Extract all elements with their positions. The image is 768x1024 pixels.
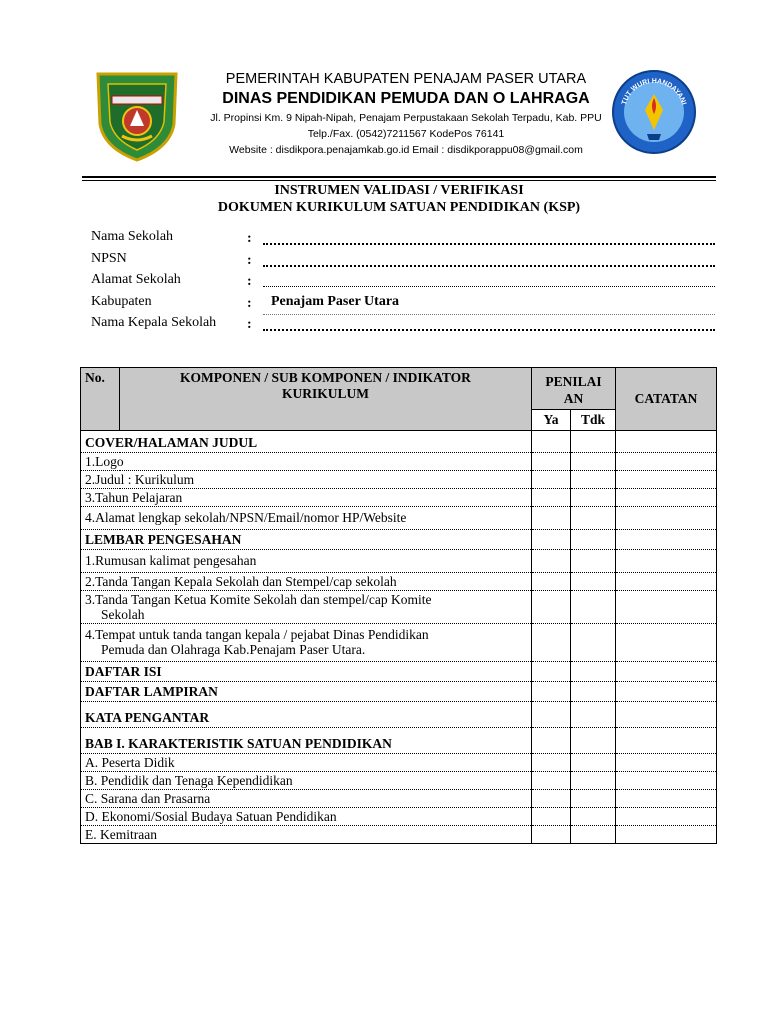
indicator-line: 4.Tempat untuk tanda tangan kepala / pejabat Dinas Pendidikan [85, 627, 429, 642]
indicator-line: 2.Tanda Tangan Kepala Sekolah dan Stempel/cap sekolah [85, 574, 397, 589]
header-rule-thin [82, 180, 716, 181]
indicator-text [81, 808, 532, 826]
header-tdk: Tdk [571, 410, 616, 431]
section-heading-text: KATA PENGANTAR [85, 710, 210, 725]
table-row [81, 550, 717, 573]
field-label: Nama Kepala Sekolah [91, 315, 217, 330]
document-title [82, 182, 716, 216]
section-heading [81, 728, 532, 754]
field-fill-line[interactable] [263, 286, 715, 287]
field-kabupaten [91, 294, 721, 316]
field-colon: : [247, 231, 252, 246]
table-row [81, 489, 717, 507]
validation-table [80, 367, 717, 844]
header-no: No. [81, 368, 120, 431]
indicator-line: C. Sarana dan Prasarna [85, 791, 211, 806]
field-label: Alamat Sekolah [91, 272, 181, 287]
table-row [81, 507, 717, 530]
section-heading [81, 530, 532, 550]
table-row [81, 591, 717, 624]
header-penilaian-line-2: AN [563, 391, 584, 406]
section-heading-text: COVER/HALAMAN JUDUL [85, 435, 258, 450]
header-ya: Ya [532, 410, 571, 431]
catatan-cell[interactable] [616, 702, 717, 728]
tdk-cell[interactable] [571, 591, 616, 624]
indicator-text [81, 772, 532, 790]
indicator-line: 1.Rumusan kalimat pengesahan [85, 553, 257, 568]
ya-cell[interactable] [532, 728, 571, 754]
field-fill-line[interactable] [263, 243, 715, 245]
header-komponen-line-1: KOMPONEN / SUB KOMPONEN / INDIKATOR [180, 370, 471, 385]
field-fill-line[interactable] [263, 329, 715, 331]
field-alamat-sekolah [91, 272, 721, 294]
ya-cell[interactable] [532, 772, 571, 790]
ya-cell[interactable] [532, 507, 571, 530]
office-web-email: Website : disdikpora.penajamkab.go.id Email : disdikporappu08@gmail.com [229, 144, 583, 156]
document-title-line-1: INSTRUMEN VALIDASI / VERIFIKASI [274, 183, 524, 198]
indicator-line: Pemuda dan Olahraga Kab.Penajam Paser Utara. [101, 642, 366, 657]
tdk-cell[interactable] [571, 662, 616, 682]
catatan-cell[interactable] [616, 573, 717, 591]
tdk-cell[interactable] [571, 573, 616, 591]
table-section-row [81, 662, 717, 682]
table-row [81, 808, 717, 826]
field-npsn [91, 251, 721, 273]
header-catatan: CATATAN [616, 368, 717, 431]
tdk-cell[interactable] [571, 790, 616, 808]
catatan-cell[interactable] [616, 682, 717, 702]
tdk-cell[interactable] [571, 772, 616, 790]
indicator-text [81, 573, 532, 591]
catatan-cell[interactable] [616, 808, 717, 826]
field-label: NPSN [91, 250, 127, 266]
table-row [81, 772, 717, 790]
tdk-cell[interactable] [571, 507, 616, 530]
catatan-cell[interactable] [616, 790, 717, 808]
indicator-line: E. Kemitraan [85, 827, 157, 842]
ya-cell[interactable] [532, 790, 571, 808]
section-heading-text: DAFTAR LAMPIRAN [85, 684, 218, 699]
tdk-cell[interactable] [571, 530, 616, 550]
catatan-cell[interactable] [616, 550, 717, 573]
header-penilaian-line-1: PENILAI [545, 374, 602, 389]
catatan-cell[interactable] [616, 507, 717, 530]
indicator-text [81, 826, 532, 844]
table-row [81, 826, 717, 844]
ya-cell[interactable] [532, 808, 571, 826]
ya-cell[interactable] [532, 431, 571, 453]
header-penilaian [532, 368, 616, 410]
table-section-row [81, 431, 717, 453]
field-fill-line[interactable] [263, 265, 715, 267]
office-address: Jl. Propinsi Km. 9 Nipah-Nipah, Penajam Perpustakaan Sekolah Terpadu, Kab. PPU [210, 112, 602, 124]
catatan-cell[interactable] [616, 471, 717, 489]
field-colon: : [247, 252, 252, 268]
table-row [81, 624, 717, 662]
field-colon: : [247, 317, 252, 332]
indicator-line: B. Pendidik dan Tenaga Kependidikan [85, 773, 293, 788]
indicator-line: D. Ekonomi/Sosial Budaya Satuan Pendidikan [85, 809, 337, 824]
indicator-line: 4.Alamat lengkap sekolah/NPSN/Email/nomor HP/Website [85, 510, 407, 525]
ya-cell[interactable] [532, 591, 571, 624]
catatan-cell[interactable] [616, 826, 717, 844]
office-phone: Telp./Fax. (0542)7211567 KodePos 76141 [307, 128, 505, 140]
table-body [81, 431, 717, 844]
indicator-line: 1.Logo [85, 454, 124, 469]
table-row [81, 471, 717, 489]
indicator-line: Sekolah [101, 607, 145, 622]
catatan-cell[interactable] [616, 728, 717, 754]
tut-wuri-handayani-logo-icon [611, 68, 697, 156]
regency-emblem-icon [92, 66, 182, 162]
indicator-text [81, 754, 532, 772]
ya-cell[interactable] [532, 682, 571, 702]
ya-cell[interactable] [532, 489, 571, 507]
tdk-cell[interactable] [571, 453, 616, 471]
catatan-cell[interactable] [616, 772, 717, 790]
section-heading [81, 662, 532, 682]
ya-cell[interactable] [532, 530, 571, 550]
section-heading [81, 682, 532, 702]
tdk-cell[interactable] [571, 754, 616, 772]
field-colon: : [247, 274, 252, 289]
section-heading [81, 702, 532, 728]
field-nama-kepala-sekolah [91, 315, 721, 337]
indicator-text [81, 453, 532, 471]
ya-cell[interactable] [532, 624, 571, 662]
tdk-cell[interactable] [571, 489, 616, 507]
indicator-text [81, 550, 532, 573]
tdk-cell[interactable] [571, 728, 616, 754]
indicator-text [81, 790, 532, 808]
catatan-cell[interactable] [616, 624, 717, 662]
document-title-line-2: DOKUMEN KURIKULUM SATUAN PENDIDIKAN (KSP) [217, 200, 581, 215]
table-row [81, 790, 717, 808]
ya-cell[interactable] [532, 754, 571, 772]
ya-cell[interactable] [532, 573, 571, 591]
field-label: Nama Sekolah [91, 229, 174, 244]
tdk-cell[interactable] [571, 826, 616, 844]
catatan-cell[interactable] [616, 591, 717, 624]
table-header-row [81, 368, 717, 410]
government-name: PEMERINTAH KABUPATEN PENAJAM PASER UTARA [225, 71, 587, 87]
indicator-text [81, 624, 532, 662]
school-identity-fields [91, 229, 721, 337]
table-section-row [81, 682, 717, 702]
indicator-text [81, 507, 532, 530]
tdk-cell[interactable] [571, 624, 616, 662]
catatan-cell[interactable] [616, 453, 717, 471]
tdk-cell[interactable] [571, 808, 616, 826]
table-row [81, 453, 717, 471]
table-section-row [81, 728, 717, 754]
indicator-line: 2.Judul : Kurikulum [85, 472, 195, 487]
field-colon: : [247, 295, 252, 311]
table-section-row [81, 530, 717, 550]
table-row [81, 754, 717, 772]
field-value-kabupaten: Penajam Paser Utara [271, 293, 400, 309]
indicator-line: 3.Tahun Pelajaran [85, 490, 183, 505]
header-komponen [120, 368, 532, 431]
indicator-text [81, 591, 532, 624]
tdk-cell[interactable] [571, 471, 616, 489]
section-heading-text: DAFTAR ISI [85, 664, 162, 679]
field-nama-sekolah [91, 229, 721, 251]
catatan-cell[interactable] [616, 754, 717, 772]
section-heading-text: LEMBAR PENGESAHAN [85, 532, 242, 547]
section-heading-text: BAB I. KARAKTERISTIK SATUAN PENDIDIKAN [85, 736, 392, 751]
tdk-cell[interactable] [571, 550, 616, 573]
tdk-cell[interactable] [571, 702, 616, 728]
ya-cell[interactable] [532, 550, 571, 573]
table-row [81, 573, 717, 591]
indicator-text [81, 489, 532, 507]
letterhead [196, 70, 616, 158]
header-rule-thick [82, 176, 716, 178]
ya-cell[interactable] [532, 662, 571, 682]
tdk-cell[interactable] [571, 431, 616, 453]
ya-cell[interactable] [532, 702, 571, 728]
section-heading [81, 431, 532, 453]
indicator-line: A. Peserta Didik [85, 755, 175, 770]
indicator-text [81, 471, 532, 489]
table-section-row [81, 702, 717, 728]
ya-cell[interactable] [532, 471, 571, 489]
catatan-cell[interactable] [616, 431, 717, 453]
catatan-cell[interactable] [616, 530, 717, 550]
header-komponen-line-2: KURIKULUM [282, 386, 369, 401]
logo-motto: TUT WURI HANDAYANI [621, 77, 687, 106]
tdk-cell[interactable] [571, 682, 616, 702]
indicator-line: 3.Tanda Tangan Ketua Komite Sekolah dan stempel/cap Komite [85, 592, 432, 607]
department-name: DINAS PENDIDIKAN PEMUDA DAN O LAHRAGA [222, 90, 590, 107]
catatan-cell[interactable] [616, 662, 717, 682]
catatan-cell[interactable] [616, 489, 717, 507]
ya-cell[interactable] [532, 453, 571, 471]
field-label: Kabupaten [91, 293, 152, 309]
ya-cell[interactable] [532, 826, 571, 844]
